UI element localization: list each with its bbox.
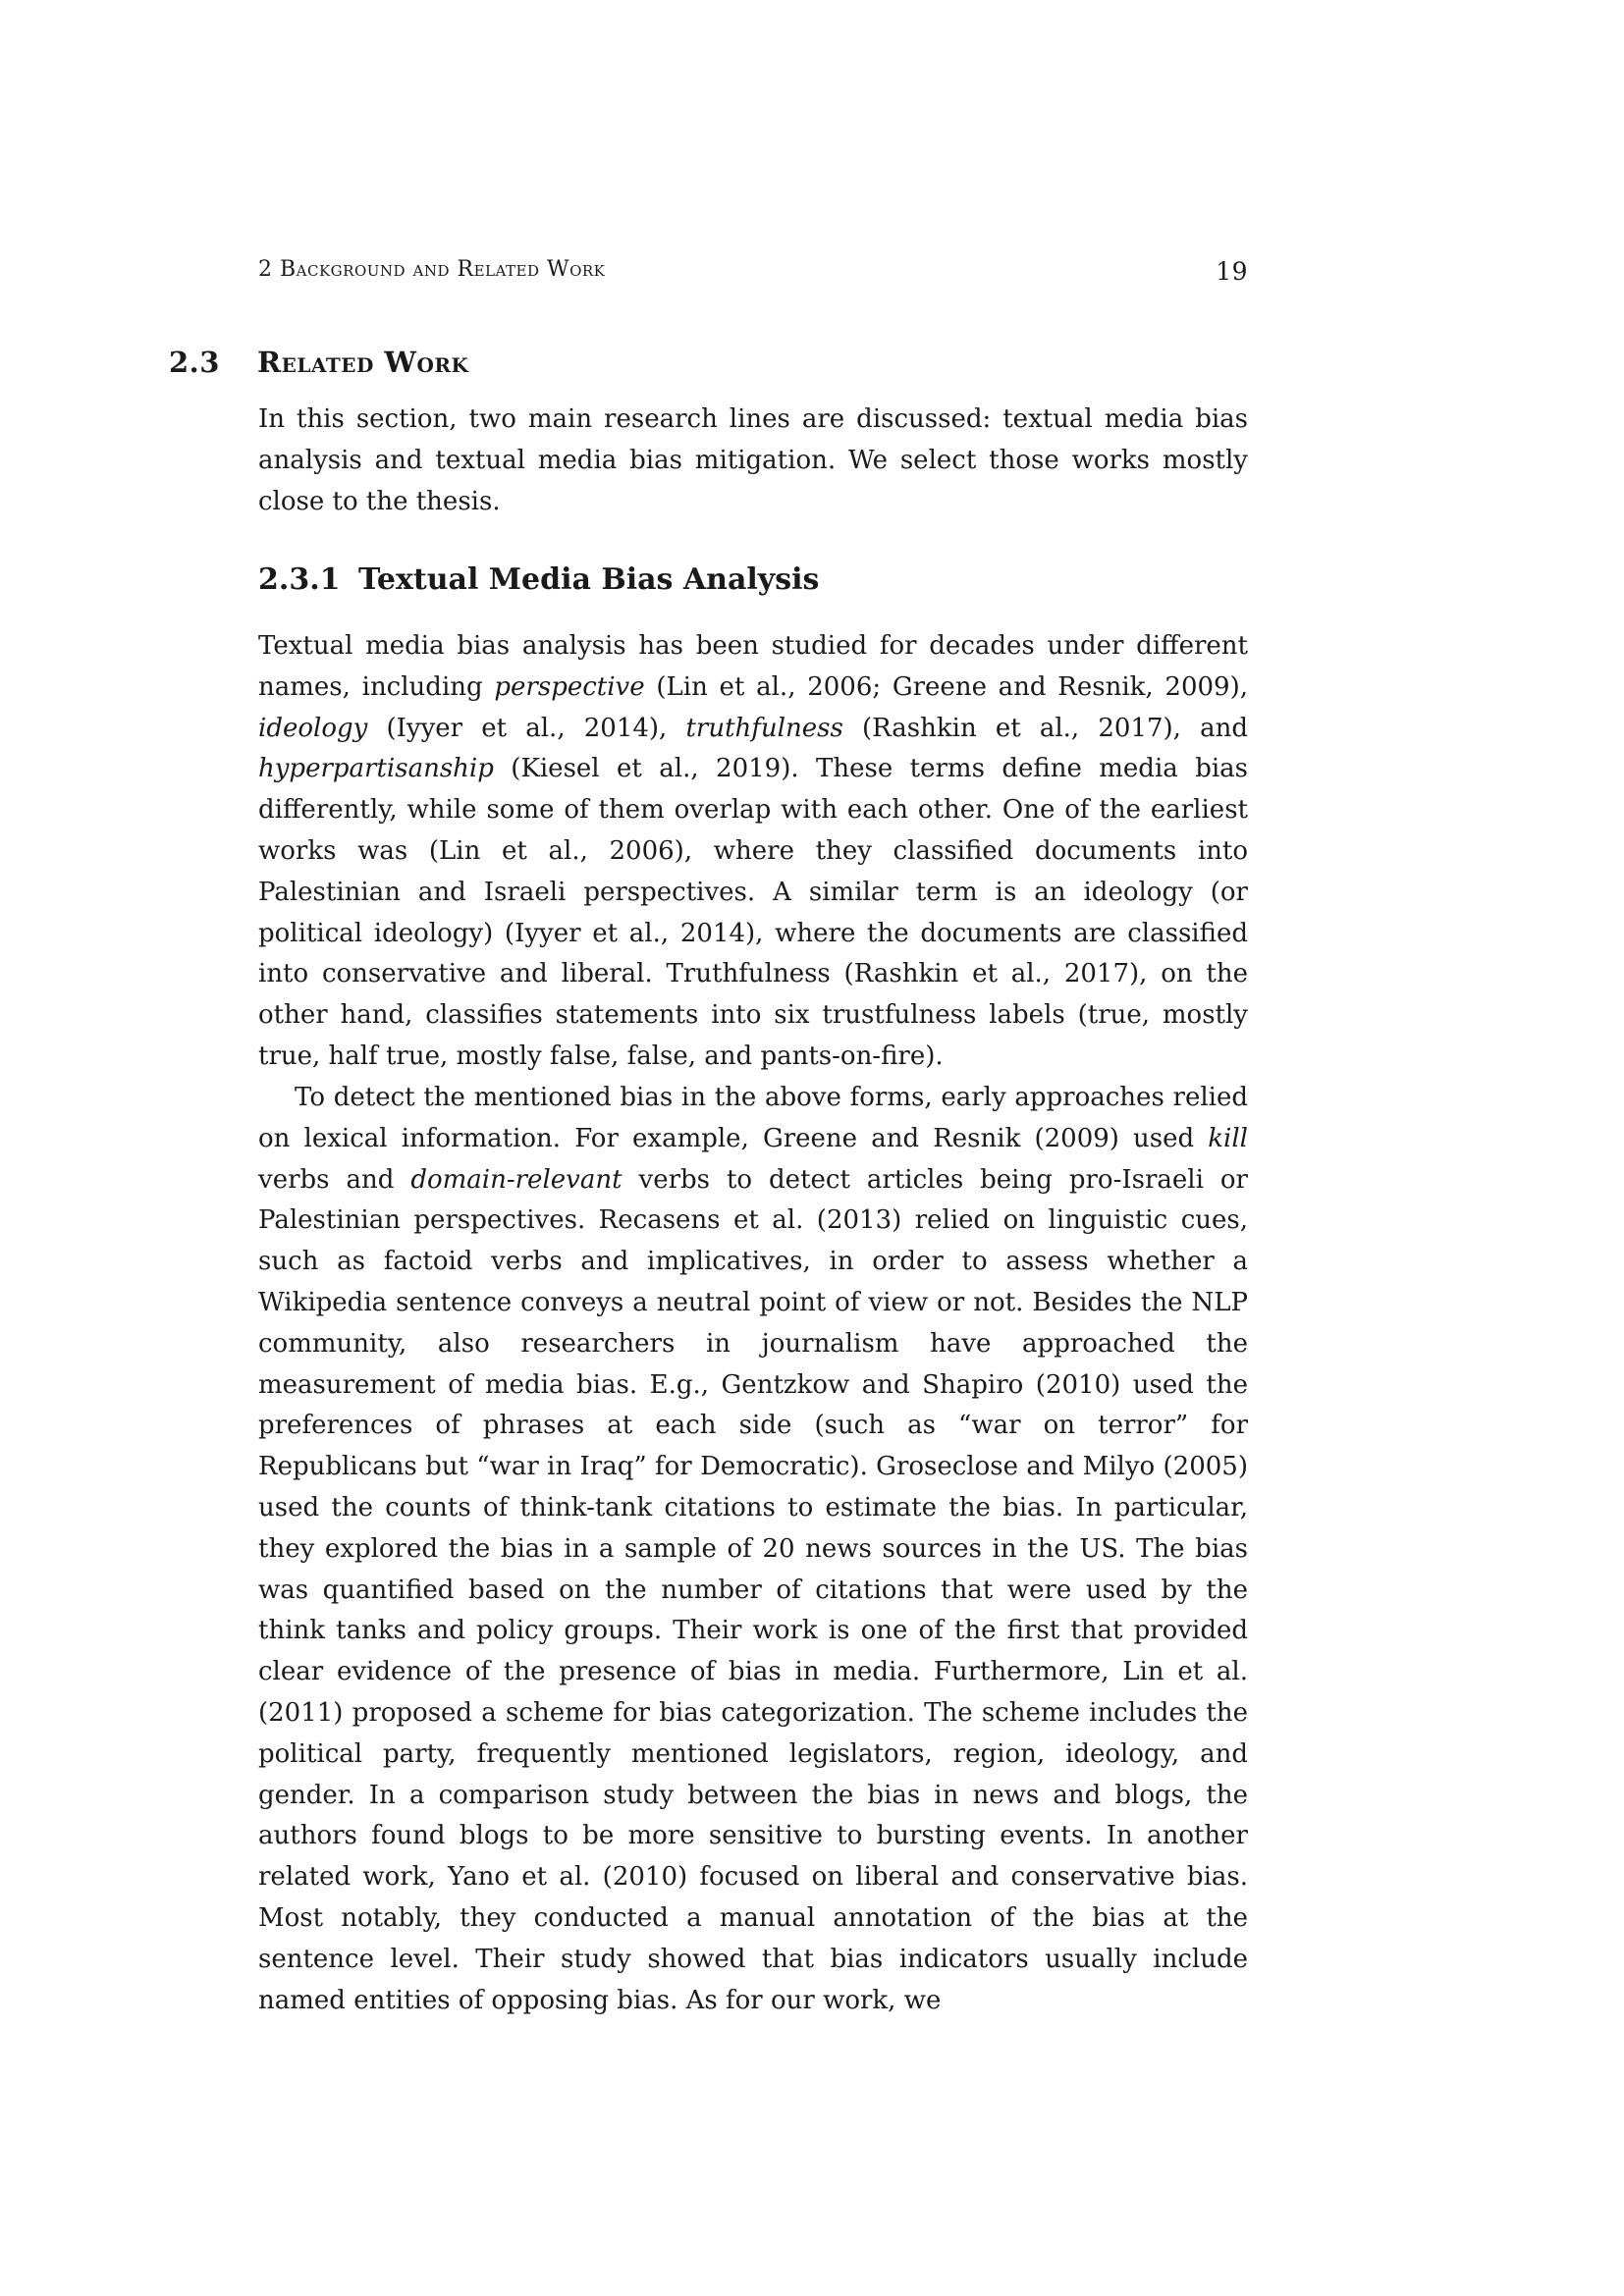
intro-paragraph: In this section, two main research lines are discussed: textual media bias analysis and textual media bias mitigation. We select those works mostly close to the thesis.: [258, 404, 1248, 516]
subsection-title: Textual Media Bias Analysis: [358, 562, 820, 597]
italic-term: hyperpartisanship: [258, 754, 494, 784]
text-run: (Kiesel et al., 2019). These terms define media bias differently, while some of them overlap with each other. One of the earliest works was (Lin et al., 2006), where they classified documents into Palestinian and Israeli perspectives. A similar term is an ideology (or political ideology) (Iyyer et al., 2014), where the documents are classified into conservative and liberal. Truthfulness (Rashkin et al., 2017), on the other hand, classifies statements into six trustfulness labels (true, mostly true, half true, mostly false, false, and pants-on-fire).: [258, 754, 1248, 1071]
italic-term: perspective: [494, 671, 645, 702]
section-title: Related Work: [257, 346, 469, 379]
subsection-number: 2.3.1: [258, 562, 341, 597]
chapter-title: 2 Background and Related Work: [258, 257, 606, 282]
text-run: To detect the mentioned bias in the above forms, early approaches relied on lexical information. For example, Greene and Resnik (2009) used: [258, 1083, 1248, 1153]
italic-term: ideology: [258, 713, 368, 743]
italic-term: truthfulness: [685, 713, 843, 743]
paragraph-1: [258, 626, 1248, 1078]
text-run: (Rashkin et al., 2017), and: [842, 713, 1248, 743]
text-run: (Iyyer et al., 2014),: [367, 713, 686, 743]
subsection-heading: [258, 562, 819, 597]
page-number: 19: [1216, 257, 1248, 286]
text-run: verbs and: [258, 1164, 411, 1195]
paragraph-2: [258, 1078, 1248, 2021]
text-run: Textual media bias analysis has been studied for decades under different names, including: [258, 631, 1248, 702]
running-header: [258, 257, 1248, 291]
text-run: (Lin et al., 2006; Greene and Resnik, 2009),: [644, 671, 1248, 702]
section-number: 2.3: [169, 346, 220, 379]
text-run: verbs to detect articles being pro-Israeli or Palestinian perspectives. Recasens et al. (2013) relied on linguistic cues, such as factoid verbs and implicatives, in order to assess whether a Wikipedia sentence conveys a neutral point of view or not. Besides the NLP community, also researchers in journalism have approached the measurement of media bias. E.g., Gentzkow and Shapiro (2010) used the preferences of phrases at each side (such as “war on terror” for Republicans but “war in Iraq” for Democratic). Groseclose and Milyo (2005) used the counts of think-tank citations to estimate the bias. In particular, they explored the bias in a sample of 20 news sources in the US. The bias was quantified based on the number of citations that were used by the think tanks and policy groups. Their work is one of the first that provided clear evidence of the presence of bias in media. Furthermore, Lin et al. (2011) proposed a scheme for bias categorization. The scheme includes the political party, frequently mentioned legislators, region, ideology, and gender. In a comparison study between the bias in news and blogs, the authors found blogs to be more sensitive to bursting events. In another related work, Yano et al. (2010) focused on liberal and conservative bias. Most notably, they conducted a manual annotation of the bias at the sentence level. Their study showed that bias indicators usually include named entities of opposing bias. As for our work, we: [258, 1164, 1248, 2015]
section-heading: [169, 346, 468, 379]
italic-term: kill: [1208, 1123, 1248, 1153]
italic-term: domain-relevant: [410, 1164, 623, 1195]
